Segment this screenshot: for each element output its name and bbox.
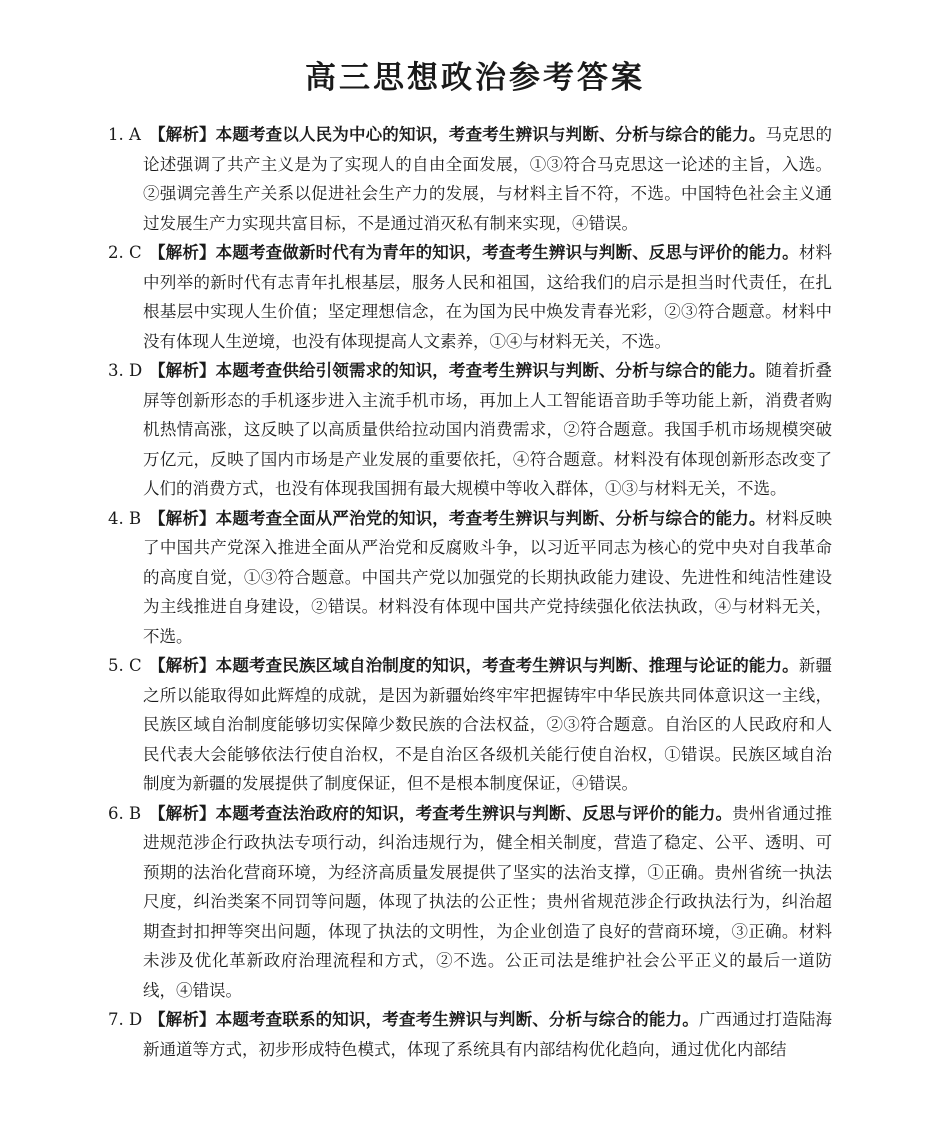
answer-body: 新疆之所以能取得如此辉煌的成就，是因为新疆始终牢牢把握铸牢中华民族共同体意识这一主线，民族区域自治制度能够切实保障少数民族的合法权益，②③符合题意。自治区的人民政府和人民代表大会能够依法行使自治权，不是自治区各级机关能行使自治权，①错误。民族区域自治制度为新疆的发展提供了制度保证，但不是根本制度保证，④错误。: [143, 656, 833, 793]
answer-lead: 本题考查做新时代有为青年的知识，考查考生辨识与判断、反思与评价的能力。: [215, 243, 799, 262]
answer-body: 材料中列举的新时代有志青年扎根基层，服务人民和祖国，这给我们的启示是担当时代责任，在扎根基层中实现人生价值；坚定理想信念，在为国为民中焕发青春光彩，②③符合题意。材料中没有体现人生逆境，也没有体现提高人文素养，①④与材料无关，不选。: [143, 243, 833, 351]
page-title: 高三思想政治参考答案: [305, 60, 645, 96]
answer-list: [108, 120, 833, 1064]
answer-item-5: [108, 651, 833, 799]
answer-lead: 本题考查联系的知识，考查考生辨识与判断、分析与综合的能力。: [215, 1010, 699, 1029]
answer-item-6: [108, 799, 833, 1006]
answer-lead: 本题考查以人民为中心的知识，考查考生辨识与判断、分析与综合的能力。: [215, 125, 766, 144]
analysis-tag: 【解析】: [149, 656, 216, 675]
answer-body: 材料反映了中国共产党深入推进全面从严治党和反腐败斗争，以习近平同志为核心的党中央对自我革命的高度自觉，①③符合题意。中国共产党以加强党的长期执政能力建设、先进性和纯洁性建设为主线推进自身建设，②错误。材料没有体现中国共产党持续强化依法执政，④与材料无关，不选。: [143, 508, 833, 646]
answer-number: 4. B: [108, 508, 142, 528]
answer-item-2: [108, 238, 833, 356]
answer-lead: 本题考查民族区域自治制度的知识，考查考生辨识与判断、推理与论证的能力。: [215, 656, 799, 675]
answer-number: 5. C: [108, 656, 142, 675]
answer-item-3: [108, 356, 833, 504]
analysis-tag: 【解析】: [149, 508, 216, 528]
answer-number: 6. B: [108, 803, 142, 823]
analysis-tag: 【解析】: [149, 803, 216, 823]
answer-lead: 本题考查法治政府的知识，考查考生辨识与判断、反思与评价的能力。: [215, 803, 733, 823]
answer-item-1: [108, 120, 833, 238]
answer-item-4: [108, 504, 833, 652]
answer-body: 马克思的论述强调了共产主义是为了实现人的自由全面发展，①③符合马克思这一论述的主旨，入选。②强调完善生产关系以促进社会生产力的发展，与材料主旨不符，不选。中国特色社会主义通过发展生产力实现共富目标，不是通过消灭私有制来实现，④错误。: [143, 125, 833, 233]
answer-number: 3. D: [108, 361, 143, 380]
analysis-tag: 【解析】: [149, 361, 216, 380]
answer-item-7: [108, 1005, 833, 1064]
analysis-tag: 【解析】: [149, 243, 216, 262]
analysis-tag: 【解析】: [149, 1010, 216, 1029]
answer-lead: 本题考查供给引领需求的知识，考查考生辨识与判断、分析与综合的能力。: [215, 361, 766, 380]
answer-number: 7. D: [108, 1010, 143, 1029]
answer-lead: 本题考查全面从严治党的知识，考查考生辨识与判断、分析与综合的能力。: [215, 508, 766, 528]
answer-body: 贵州省通过推进规范涉企行政执法专项行动，纠治违规行为，健全相关制度，营造了稳定、公平、透明、可预期的法治化营商环境，为经济高质量发展提供了坚实的法治支撑，①正确。贵州省统一执法尺度，纠治类案不同罚等问题，体现了执法的公正性；贵州省规范涉企行政执法行为，纠治超期查封扣押等突出问题，体现了执法的文明性，为企业创造了良好的营商环境，③正确。材料未涉及优化革新政府治理流程和方式，②不选。公正司法是维护社会公平正义的最后一道防线，④错误。: [143, 803, 833, 1000]
answer-number: 1. A: [108, 125, 141, 144]
analysis-tag: 【解析】: [149, 125, 216, 144]
answer-body: 广西通过打造陆海新通道等方式，初步形成特色模式，体现了系统具有内部结构优化趋向，通过优化内部结: [143, 1010, 833, 1059]
answer-body: 随着折叠屏等创新形态的手机逐步进入主流手机市场，再加上人工智能语音助手等功能上新，消费者购机热情高涨，这反映了以高质量供给拉动国内消费需求，②符合题意。我国手机市场规模突破万亿元，反映了国内市场是产业发展的重要依托，④符合题意。材料没有体现创新形态改变了人们的消费方式，也没有体现我国拥有最大规模中等收入群体，①③与材料无关，不选。: [143, 361, 833, 498]
answer-number: 2. C: [108, 243, 142, 262]
